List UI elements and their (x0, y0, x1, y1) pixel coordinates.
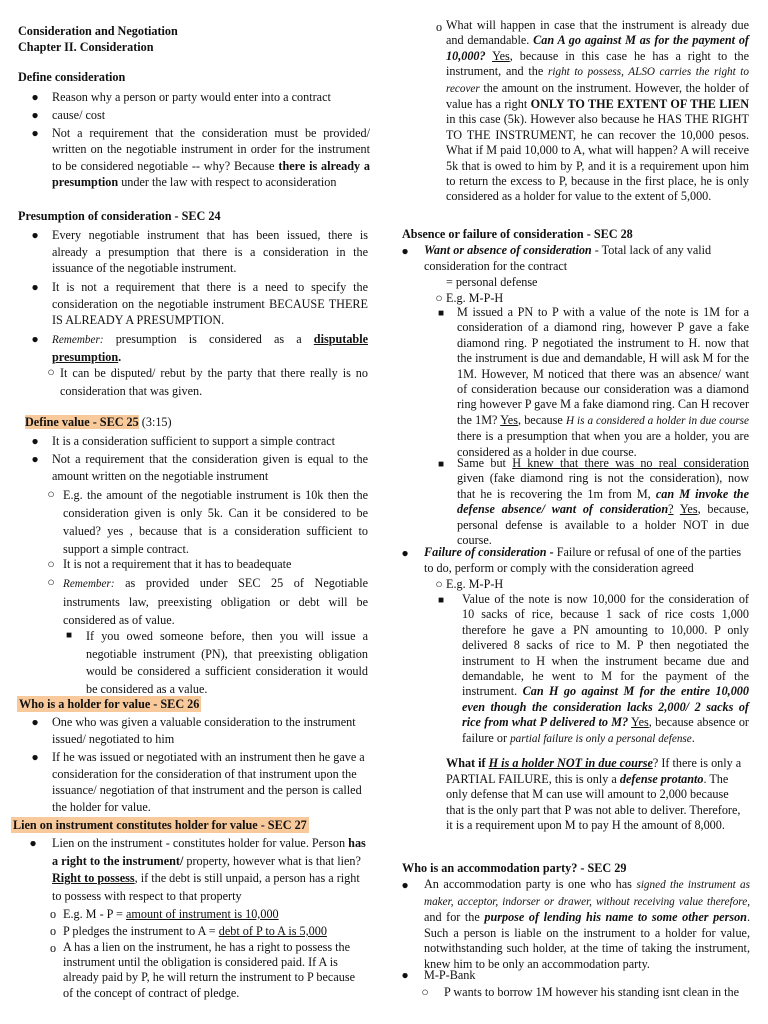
bullet-marker: ● (401, 968, 409, 982)
bullet-marker: ● (31, 452, 39, 466)
list-item: An accommodation party is one who has signed the instrument as maker, acceptor, indorser or drawer, without receiving value therefore, and for the purpose of lending his name to some other person. Such a person is liable on the instrument to a holder for value, notwithstanding such holder, at the time of taking the instrument, knew him to be only an accommodation party. (424, 877, 750, 971)
bullet-marker: ● (31, 108, 39, 122)
circle-marker: ○ (47, 575, 55, 589)
bullet-marker: ● (401, 546, 409, 560)
bullet-marker: ● (31, 90, 39, 104)
list-item: Every negotiable instrument that has been issued, there is already a presumption that there is a consideration in the issuance of the negotiable instrument. (52, 228, 368, 275)
bullet-marker: ● (401, 878, 409, 892)
sub-list-item: Remember: as provided under SEC 25 of Negotiable instruments law, preexisting obligation or debt will be considered as of value. (63, 576, 368, 627)
sub-sub-list-item: If you owed someone before, then you will issue a negotiable instrument (PN), that preexisting obligation would be considered a sufficient consideration it would be considered as a value. (86, 629, 368, 696)
list-item: It is not a requirement that there is a need to specify the consideration on the negotiable instrument BECAUSE THERE IS ALREADY A PRESUMPTION. (52, 280, 368, 327)
o-marker: o (49, 907, 57, 921)
bullet-marker: ● (29, 836, 37, 850)
sub-sub-list-item: Same but H knew that there was no real consideration given (fake diamond ring is not the consideration), now that he is recovering the 1m from M, can M invoke the defense absence/ want of consideration? Yes, because, personal defense is available to a holder NOT in due course. (457, 456, 749, 548)
sub-list-item: E.g. the amount of the negotiable instrument is 10k then the consideration given is only 5k. Can it be considered to be valued? yes , because that is a consideration sufficient to support a simple contract. (63, 488, 368, 556)
sub-sub-list-item: Value of the note is now 10,000 for the consideration of 10 sacks of rice, because 1 sack of rice costs 1,000 therefore he gave a PN amounting to 10,000. P only delivered 8 sacks of rice to M. P then negotiated the instrument to H when the instrument became due and demandable, he went to M for the payment of the instrument. Can H go against M for the entire 10,000 even though the consideration lacks 2,000/ 2 sacks of rice from what P delivered to M? Yes, because absence or failure or partial failure is only a personal defense. (462, 592, 749, 745)
bullet-marker: ● (31, 126, 39, 140)
section-heading-absence-failure: Absence or failure of consideration - SEC 28 (402, 227, 633, 241)
o-marker: o (49, 924, 57, 938)
circle-marker: ○ (435, 577, 443, 591)
bullet-marker: ● (31, 332, 39, 346)
circle-marker: ○ (421, 985, 429, 999)
paragraph-what-if: What if H is a holder NOT in due course? If there is only a PARTIAL FAILURE, this is only a defense protanto. The only defense that M can use will amount to 2,000 because that is the only part that P was not able to deliver. Therefore, it is a requirement upon M to pay H the amount of 8,000. (446, 756, 742, 832)
sub-list-item: It is not a requirement that it has to beadequate (63, 557, 292, 571)
section-heading-lien: Lien on instrument constitutes holder for value - SEC 27 (13, 818, 307, 832)
document-title: Consideration and Negotiation (18, 24, 178, 38)
list-item: One who was given a valuable consideration to the instrument issued/ negotiated to him (52, 715, 356, 746)
bullet-marker: ● (31, 750, 39, 764)
circle-marker: ○ (47, 487, 55, 501)
list-item: Failure of consideration - Failure or refusal of one of the parties to do, perform or comply with the consideration agreed (424, 545, 742, 575)
section-heading-define-consideration: Define consideration (18, 70, 126, 84)
section-heading-holder-for-value: Who is a holder for value - SEC 26 (19, 697, 200, 711)
square-marker: ■ (437, 459, 445, 470)
chapter-title: Chapter II. Consideration (18, 40, 154, 54)
list-item: Remember: presumption is considered as a disputable presumption. (52, 332, 368, 364)
square-marker: ■ (437, 308, 445, 319)
bullet-marker: ● (31, 280, 39, 294)
list-item: Not a requirement that the consideration must be provided/ written on the negotiable instrument in order for the instrument to be considered negotiable -- why? Because there is already a presumption under the law with respect to aconsideration (52, 126, 370, 189)
circle-marker: ○ (47, 365, 55, 379)
sub-list-item: E.g. M - P = amount of instrument is 10,000 (63, 907, 279, 921)
sub-list-item: P wants to borrow 1M however his standing isnt clean in the (444, 985, 740, 999)
circle-marker: ○ (47, 557, 55, 571)
list-item: M-P-Bank (424, 968, 476, 982)
o-marker: o (435, 20, 443, 34)
bullet-marker: ● (401, 244, 409, 258)
square-marker: ■ (437, 595, 445, 606)
bullet-marker: ● (31, 228, 39, 242)
sub-list-item: E.g. M-P-H (446, 291, 504, 305)
list-item: cause/ cost (52, 108, 106, 122)
sub-list-item: A has a lien on the instrument, he has a right to possess the instrument until the obligation is considered paid. If A is already paid by P, he will return the instrument to P because of the concept of contract of pledge. (63, 940, 355, 1000)
section-heading-define-value: Define value - SEC 25 (3:15) (25, 415, 172, 429)
list-item-note: = personal defense (446, 275, 538, 289)
square-marker: ■ (65, 630, 73, 641)
list-item: Reason why a person or party would enter into a contract (52, 90, 331, 104)
sub-list-item: P pledges the instrument to A = debt of P to A is 5,000 (63, 924, 327, 938)
list-item: Lien on the instrument - constitutes holder for value. Person has a right to the instrument/ property, however what is that lien? Right to possess, if the debt is still unpaid, a person has a right to possess with respect to that property (52, 836, 366, 903)
section-heading-presumption: Presumption of consideration - SEC 24 (18, 209, 221, 223)
list-item: It is a consideration sufficient to support a simple contract (52, 434, 336, 448)
bullet-marker: ● (31, 715, 39, 729)
section-heading-accommodation-party: Who is an accommodation party? - SEC 29 (402, 861, 627, 875)
sub-sub-list-item: M issued a PN to P with a value of the note is 1M for a consideration of a diamond ring, however P gave a fake diamond ring. P negotiated the instrument to H. now that the instrument is due and demandable, H will ask M for the 1M. However, M noticed that there was an absence/ want of consideration because our consideration was a diamond ring however P gave M a fake diamond ring. Can H recover the 1M? Yes, because H is a considered a holder in due course there is a presumption that when you are a holder, you are considered as a holder in due course. (457, 305, 749, 459)
o-marker: o (49, 941, 57, 955)
list-item: If he was issued or negotiated with an instrument then he gave a consideration for the consideration of that instrument upon the issuance/ negotiation of that instrument and the person is called the holder for value. (52, 750, 365, 814)
sub-list-item: E.g. M-P-H (446, 577, 504, 591)
list-item: Want or absence of consideration - Total lack of any valid consideration for the contract (424, 243, 712, 273)
circle-marker: ○ (435, 291, 443, 305)
sub-list-item: It can be disputed/ rebut by the party that there really is no consideration that was given. (60, 366, 368, 398)
list-item: Not a requirement that the consideration given is equal to the amount written on the negotiable instrument (52, 452, 368, 483)
continued-paragraph: What will happen in case that the instrument is already due and demandable. Can A go against M as for the payment of 10,000? Yes, because in this case he has a right to the instrument, and the right to possess, ALSO carries the right to recover the amount on the instrument. However, the holder of value has a right ONLY TO THE EXTENT OF THE LIEN in this case (5k). However also because he HAS THE RIGHT TO THE INSTRUMENT, he can recover the 10,000 pesos. What if M paid 10,000 to A, what will happen? A will receive 5k that is owed to him by P, and it is a requirement upon him to return the excess to P, because in the first place, he is only considered as a holder for value to the extent of 5,000. (446, 18, 749, 204)
bullet-marker: ● (31, 434, 39, 448)
